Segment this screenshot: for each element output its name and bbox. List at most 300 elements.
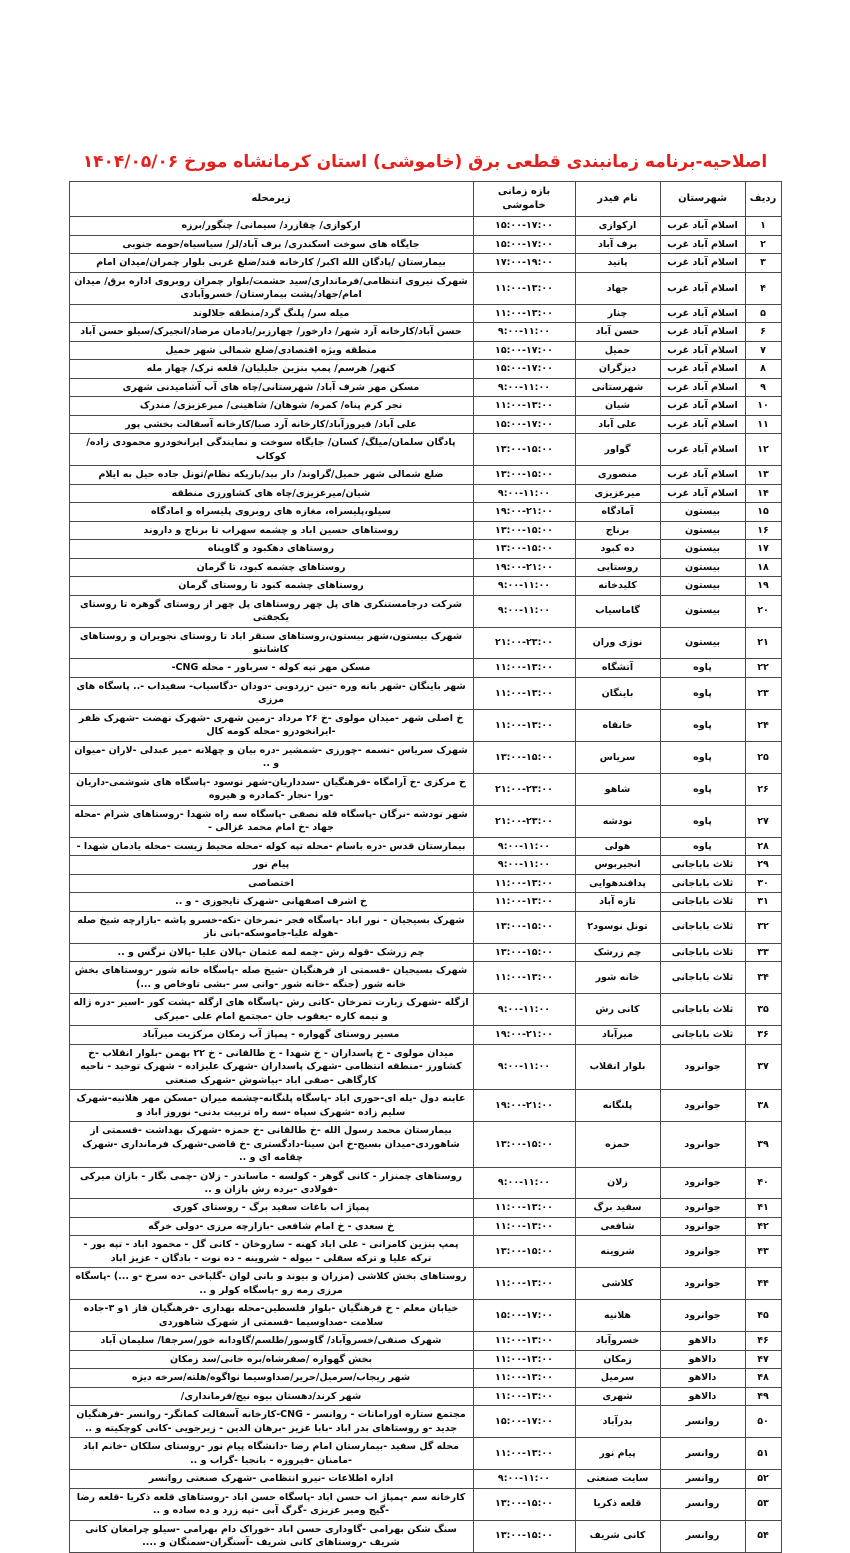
cell-time: ۱۱:۰۰-۱۳:۰۰	[473, 1369, 575, 1387]
cell-feeder: نوژی وران	[575, 627, 660, 659]
cell-county: روانسر	[660, 1438, 745, 1470]
cell-row: ۴۹	[745, 1387, 781, 1405]
cell-row: ۳۷	[745, 1044, 781, 1089]
cell-time: ۹:۰۰-۱۱:۰۰	[473, 378, 575, 396]
cell-time: ۹:۰۰-۱۱:۰۰	[473, 994, 575, 1026]
cell-row: ۳۸	[745, 1090, 781, 1122]
cell-area: چم زرشک -قوله رش -چمه لمه عثمان -پالان علیا -پالان نرگس و ..	[69, 943, 473, 961]
cell-feeder: پلنگانه	[575, 1090, 660, 1122]
table-row	[69, 1387, 781, 1405]
cell-area: جایگاه های سوخت اسکندری/ برف آباد/لر/ سیاسیاه/حومه جنوبی	[69, 235, 473, 253]
cell-area: روستاهای دهکبود و گاوپناه	[69, 540, 473, 558]
cell-area: شرکت درجامستنکری های پل چهر روستاهای پل چهر از روستای گوهره تا روستای یکجفتی	[69, 595, 473, 627]
cell-area: میدان مولوی - خ پاسداران - خ شهدا - خ طالقانی - خ ۲۲ بهمن -بلوار انقلاب -خ کشاورز -منطقه انتظامی -شهرک پاسداران -شهرک علیزاده - شهرک توحید - ناحیه کارگاهی -صفی اباد -بیاشوش -شهرک صنعتی	[69, 1044, 473, 1089]
cell-area: خ اصلی شهر -میدان مولوی -خ ۲۶ مرداد -زمین شهری -شهرک نهضت -شهرک ظفر -ایرانخودرو -محله کومه کال	[69, 709, 473, 741]
cell-time: ۱۳:۰۰-۱۵:۰۰	[473, 540, 575, 558]
cell-county: اسلام آباد غرب	[660, 378, 745, 396]
cell-county: اسلام آباد غرب	[660, 304, 745, 322]
table-row	[69, 1236, 781, 1268]
table-row	[69, 659, 781, 677]
cell-feeder: حمیل	[575, 341, 660, 359]
cell-county: پاوه	[660, 709, 745, 741]
header-county: شهرستان	[660, 182, 745, 217]
cell-county: پاوه	[660, 837, 745, 855]
cell-feeder: حمزه	[575, 1122, 660, 1167]
cell-time: ۱۳:۰۰-۱۵:۰۰	[473, 1488, 575, 1520]
cell-feeder: میرآباد	[575, 1026, 660, 1044]
cell-feeder: شهری	[575, 1387, 660, 1405]
cell-county: بیستون	[660, 595, 745, 627]
table-row	[69, 397, 781, 415]
cell-county: بیستون	[660, 627, 745, 659]
cell-area: شهرک بسیجیان - نور اباد -پاسگاه فجر -نمرخان -تکه-خسرو پاشه -بازارچه شیخ صله -هوله علیا-جاموسکه-بانی ناز	[69, 911, 473, 943]
cell-county: دالاهو	[660, 1387, 745, 1405]
cell-feeder: سایت صنعتی	[575, 1470, 660, 1488]
cell-area: شهرک سریاس -نسمه -چورزی -شمشیر -دره بیان و چهلانه -میر عبدلی -لاران -میوان و ..	[69, 741, 473, 773]
cell-area: خ مرکزی -خ آرامگاه -فرهنگیان -سدداریان-شهر نوسود -پاسگاه های شوشمی-داریان -ورا -نجار -کمادره و هیروه	[69, 773, 473, 805]
cell-county: اسلام آباد غرب	[660, 323, 745, 341]
cell-row: ۴۸	[745, 1369, 781, 1387]
cell-row: ۱۷	[745, 540, 781, 558]
cell-county: اسلام آباد غرب	[660, 397, 745, 415]
cell-area: خیابان معلم - خ فرهنگیان -بلوار فلسطین-محله بهداری -فرهنگیان فاز ۱و ۳-جاده سلامت -صداوسیما -قسمتی از شهرک شاهوردی	[69, 1300, 473, 1332]
cell-area: روستاهای چشمه کبود تا روستای گرمان	[69, 577, 473, 595]
cell-time: ۹:۰۰-۱۱:۰۰	[473, 1470, 575, 1488]
cell-time: ۱۱:۰۰-۱۳:۰۰	[473, 1350, 575, 1368]
cell-area: شهرک بسیجیان -قسمتی از فرهنگیان -شیخ صله -پاسگاه خانه شور -روستاهای بخش خانه شور (جنگه -خانه شور -وانی سر -بشی تاوخاص و ...)	[69, 962, 473, 994]
cell-feeder: پیام نور	[575, 1438, 660, 1470]
cell-row: ۲۴	[745, 709, 781, 741]
cell-county: بیستون	[660, 540, 745, 558]
table-row	[69, 484, 781, 502]
cell-area: پمپاژ اب باغات سفید برگ - روستای کوری	[69, 1199, 473, 1217]
cell-county: جوانرود	[660, 1236, 745, 1268]
cell-area: مسیر روستای گهواره - پمپاژ آب زمکان مرکزیت میرآباد	[69, 1026, 473, 1044]
cell-area: عاینه دول -یله ای-حوری اباد -پاسگاه پلنگانه-چشمه میران -مسکن مهر هلانیه-شهرک سلیم زاده -شهرک سپاه -سه راه تربیت بدنی- نوروز اباد و	[69, 1090, 473, 1122]
cell-area: روستاهای حسین اباد و چشمه سهراب تا برناج و داروند	[69, 521, 473, 539]
cell-county: جوانرود	[660, 1090, 745, 1122]
table-row	[69, 962, 781, 994]
cell-row: ۳۳	[745, 943, 781, 961]
cell-time: ۱۳:۰۰-۱۵:۰۰	[473, 943, 575, 961]
cell-area: ضلع شمالی شهر حمیل/گراوند/ دار بید/باریکه نظام/تونل جاده حیل به ایلام	[69, 466, 473, 484]
table-row	[69, 254, 781, 272]
cell-area: روستاهای بخش کلاشی (مزران و بیوند و بانی لوان -گلباخی -ده سرخ -و ...) -پاسگاه مرزی رمه رو -پاسگاه کولر و ..	[69, 1268, 473, 1300]
cell-row: ۹	[745, 378, 781, 396]
cell-feeder: خانقاه	[575, 709, 660, 741]
cell-feeder: ارکوازی	[575, 217, 660, 235]
cell-time: ۹:۰۰-۱۱:۰۰	[473, 577, 575, 595]
cell-area: سنگ شکن بهرامی -گاوداری حسن اباد -خوراک دام بهرامی -سیلو چرامغان کانی شریف -روستاهای کانی شریف -آسنگران-سمنگان و ....	[69, 1520, 473, 1552]
cell-feeder: دیزگران	[575, 360, 660, 378]
cell-county: روانسر	[660, 1520, 745, 1552]
cell-time: ۱۱:۰۰-۱۳:۰۰	[473, 1199, 575, 1217]
table-row	[69, 235, 781, 253]
cell-county: ثلاث باباجانی	[660, 893, 745, 911]
table-row	[69, 1044, 781, 1089]
cell-area: سیلو،پلیسراه، مغازه های روبروی پلیسراه و امادگاه	[69, 503, 473, 521]
cell-row: ۱	[745, 217, 781, 235]
table-row	[69, 558, 781, 576]
cell-area: روستاهای چشمه کبود، تا گرمان	[69, 558, 473, 576]
cell-county: ثلاث باباجانی	[660, 874, 745, 892]
cell-county: اسلام آباد غرب	[660, 466, 745, 484]
cell-area: شهرک بیستون،شهر بیستون،روستاهای سنقر اباد تا روستای نجویران و روستاهای کاشانتو	[69, 627, 473, 659]
cell-row: ۵	[745, 304, 781, 322]
cell-feeder: ده کبود	[575, 540, 660, 558]
cell-time: ۱۱:۰۰-۱۳:۰۰	[473, 1217, 575, 1235]
cell-feeder: قلعه ذکریا	[575, 1488, 660, 1520]
cell-time: ۱۱:۰۰-۱۳:۰۰	[473, 962, 575, 994]
cell-time: ۱۳:۰۰-۱۵:۰۰	[473, 911, 575, 943]
cell-time: ۹:۰۰-۱۱:۰۰	[473, 837, 575, 855]
cell-county: بیستون	[660, 503, 745, 521]
cell-row: ۱۵	[745, 503, 781, 521]
cell-county: ثلاث باباجانی	[660, 962, 745, 994]
cell-feeder: کانی شریف	[575, 1520, 660, 1552]
cell-time: ۹:۰۰-۱۱:۰۰	[473, 484, 575, 502]
cell-row: ۵۳	[745, 1488, 781, 1520]
cell-area: ازگله -شهرک زیارت تمرخان -کانی رش -پاسگاه های ازگله -پشت کور -اسیر -دره ژاله و نیمه کاره -یعقوب جان -مجتمع امام علی -میرکی	[69, 994, 473, 1026]
cell-area: مسکن مهر شرف آباد/ شهرستانی/چاه های آب آشامیدنی شهری	[69, 378, 473, 396]
header-outage-time: بازه زمانی خاموشی	[473, 182, 575, 217]
header-row-number: ردیف	[745, 182, 781, 217]
table-row	[69, 1217, 781, 1235]
cell-feeder: گاماسیاب	[575, 595, 660, 627]
cell-row: ۵۱	[745, 1438, 781, 1470]
cell-feeder: تونل نوسود۲	[575, 911, 660, 943]
cell-time: ۱۵:۰۰-۱۷:۰۰	[473, 1300, 575, 1332]
table-row	[69, 773, 781, 805]
cell-feeder: برف آباد	[575, 235, 660, 253]
cell-row: ۲	[745, 235, 781, 253]
cell-row: ۱۰	[745, 397, 781, 415]
cell-area: شهرک نیروی انتظامی/فرمانداری/سید حشمت/بلوار چمران روبروی اداره برق/ میدان امام/جهاد/پشت بیمارستان/ خسروآبادی	[69, 272, 473, 304]
cell-time: ۱۹:۰۰-۲۱:۰۰	[473, 1090, 575, 1122]
cell-row: ۳۱	[745, 893, 781, 911]
cell-row: ۱۶	[745, 521, 781, 539]
cell-feeder: میرعزیزی	[575, 484, 660, 502]
cell-row: ۷	[745, 341, 781, 359]
cell-row: ۳۲	[745, 911, 781, 943]
table-row	[69, 874, 781, 892]
cell-time: ۱۱:۰۰-۱۳:۰۰	[473, 397, 575, 415]
cell-area: شهر نودشه -نرگان -پاسگاه قله نصفی -پاسگاه سه راه شهدا -روستاهای شرام -محله جهاد -خ امام محمد غزالی -	[69, 805, 473, 837]
cell-time: ۱۳:۰۰-۱۵:۰۰	[473, 1236, 575, 1268]
cell-feeder: شهرستانی	[575, 378, 660, 396]
cell-row: ۱۸	[745, 558, 781, 576]
cell-feeder: چنار	[575, 304, 660, 322]
table-row	[69, 1350, 781, 1368]
cell-row: ۲۸	[745, 837, 781, 855]
table-row	[69, 341, 781, 359]
cell-feeder: بدرآباد	[575, 1406, 660, 1438]
cell-county: پاوه	[660, 773, 745, 805]
cell-row: ۶	[745, 323, 781, 341]
cell-time: ۱۱:۰۰-۱۳:۰۰	[473, 893, 575, 911]
table-row	[69, 521, 781, 539]
cell-county: جوانرود	[660, 1199, 745, 1217]
cell-time: ۱۱:۰۰-۱۳:۰۰	[473, 1438, 575, 1470]
cell-row: ۸	[745, 360, 781, 378]
cell-area: حسن آباد/کارخانه آرد شهر/ دارخور/ چهارزبر/یادمان مرصاد/انجیرک/سیلو حسن آباد	[69, 323, 473, 341]
cell-county: ثلاث باباجانی	[660, 943, 745, 961]
cell-feeder: روستایی	[575, 558, 660, 576]
cell-county: ثلاث باباجانی	[660, 911, 745, 943]
cell-feeder: انجیربوس	[575, 856, 660, 874]
cell-feeder: آتشگاه	[575, 659, 660, 677]
cell-area: منطقه ویژه اقتصادی/ضلع شمالی شهر حمیل	[69, 341, 473, 359]
cell-feeder: خانه شور	[575, 962, 660, 994]
cell-feeder: شیان	[575, 397, 660, 415]
table-row	[69, 577, 781, 595]
cell-row: ۵۰	[745, 1406, 781, 1438]
cell-feeder: پانید	[575, 254, 660, 272]
table-row	[69, 415, 781, 433]
cell-feeder: سفید برگ	[575, 1199, 660, 1217]
cell-county: ثلاث باباجانی	[660, 1026, 745, 1044]
table-row	[69, 627, 781, 659]
cell-county: اسلام آباد غرب	[660, 235, 745, 253]
table-row	[69, 994, 781, 1026]
cell-feeder: خسروآباد	[575, 1332, 660, 1350]
cell-county: اسلام آباد غرب	[660, 434, 745, 466]
cell-time: ۱۱:۰۰-۱۳:۰۰	[473, 1332, 575, 1350]
table-row	[69, 1300, 781, 1332]
cell-time: ۱۹:۰۰-۲۱:۰۰	[473, 558, 575, 576]
cell-time: ۹:۰۰-۱۱:۰۰	[473, 1044, 575, 1089]
table-row	[69, 943, 781, 961]
table-row	[69, 272, 781, 304]
cell-area: محله گل سفید -بیمارستان امام رضا -دانشگاه پیام نور -روستای سلکان -خانم اباد -مامنان -فیروزه - بانجیا -گراب و ..	[69, 1438, 473, 1470]
table-row	[69, 837, 781, 855]
cell-feeder: هولی	[575, 837, 660, 855]
cell-row: ۲۰	[745, 595, 781, 627]
cell-area: ارکوازی/ چقازرد/ سیمانی/ چنگور/برزه	[69, 217, 473, 235]
cell-time: ۱۳:۰۰-۱۵:۰۰	[473, 741, 575, 773]
table-row	[69, 1026, 781, 1044]
cell-feeder: زلان	[575, 1167, 660, 1199]
cell-area: شهر باینگان -شهر بانه وره -تین -زردویی -دودان -دگاسیاب- سفیداب -.. پاسگاه های مرزی	[69, 677, 473, 709]
table-row	[69, 893, 781, 911]
cell-area: مجتمع ستاره اورامانات - روانسر - CNG-کارخانه آسفالت کمانگر- روانسر -فرهنگیان جدید -و روستاهای بدر اباد -بابا عزیز -برهان الدین - زیرجویی -کانی کوچکیته و ..	[69, 1406, 473, 1438]
cell-time: ۱۱:۰۰-۱۳:۰۰	[473, 659, 575, 677]
cell-row: ۴۱	[745, 1199, 781, 1217]
cell-feeder: برناج	[575, 521, 660, 539]
cell-row: ۳	[745, 254, 781, 272]
table-row	[69, 1167, 781, 1199]
cell-row: ۱۳	[745, 466, 781, 484]
cell-area: کارخانه سم -پمپاژ اب حسن اباد -پاسگاه حسن اباد -روستاهای قلعه ذکریا -قلعه رضا -گیج ومیر عزیزی -گرگ آبی -تپه زرد و ده ساده و ..	[69, 1488, 473, 1520]
cell-row: ۴۴	[745, 1268, 781, 1300]
cell-county: ثلاث باباجانی	[660, 994, 745, 1026]
table-row	[69, 805, 781, 837]
cell-time: ۱۵:۰۰-۱۷:۰۰	[473, 235, 575, 253]
cell-row: ۳۹	[745, 1122, 781, 1167]
cell-county: اسلام آباد غرب	[660, 254, 745, 272]
cell-area: نجر کرم پناه/ کمره/ شوهان/ شاهینی/ میرعزیزی/ مندرک	[69, 397, 473, 415]
cell-county: بیستون	[660, 521, 745, 539]
header-sub-neighborhood: زیرمحله	[69, 182, 473, 217]
cell-time: ۱۱:۰۰-۱۳:۰۰	[473, 709, 575, 741]
table-row	[69, 1369, 781, 1387]
table-row	[69, 434, 781, 466]
table-row	[69, 503, 781, 521]
table-row	[69, 709, 781, 741]
cell-time: ۱۳:۰۰-۱۵:۰۰	[473, 1122, 575, 1167]
cell-feeder: نودشه	[575, 805, 660, 837]
cell-county: جوانرود	[660, 1300, 745, 1332]
cell-row: ۳۰	[745, 874, 781, 892]
cell-row: ۲۱	[745, 627, 781, 659]
cell-row: ۵۲	[745, 1470, 781, 1488]
cell-county: پاوه	[660, 677, 745, 709]
table-row	[69, 856, 781, 874]
cell-row: ۴۳	[745, 1236, 781, 1268]
cell-row: ۲۹	[745, 856, 781, 874]
table-row	[69, 677, 781, 709]
table-body	[69, 217, 781, 1552]
cell-row: ۱۹	[745, 577, 781, 595]
cell-feeder: شروینه	[575, 1236, 660, 1268]
cell-county: پاوه	[660, 659, 745, 677]
cell-feeder: چم زرشک	[575, 943, 660, 961]
cell-area: روستاهای چمنزار - کانی گوهر - کولسه - ماساندر - زلان -چمی بگار - بازان میرکی -فولادی -برده رش بازان و ..	[69, 1167, 473, 1199]
cell-time: ۱۱:۰۰-۱۳:۰۰	[473, 874, 575, 892]
cell-time: ۱۳:۰۰-۱۵:۰۰	[473, 1520, 575, 1552]
table-row	[69, 466, 781, 484]
cell-row: ۲۶	[745, 773, 781, 805]
cell-area: پادگان سلمان/میلگ/ کسان/ جایگاه سوخت و نمایندگی ایرانخودرو محمودی زاده/کوکاب	[69, 434, 473, 466]
cell-county: اسلام آباد غرب	[660, 484, 745, 502]
cell-county: پاوه	[660, 805, 745, 837]
cell-county: جوانرود	[660, 1044, 745, 1089]
cell-feeder: پدافندهوایی	[575, 874, 660, 892]
cell-county: اسلام آباد غرب	[660, 415, 745, 433]
cell-row: ۴	[745, 272, 781, 304]
cell-area: مسکن مهر تپه کوله - سرباور - محله CNG-	[69, 659, 473, 677]
header-feeder: نام فیدر	[575, 182, 660, 217]
cell-time: ۱۱:۰۰-۱۳:۰۰	[473, 272, 575, 304]
cell-area: اختصاصی	[69, 874, 473, 892]
cell-area: خ اشرف اصفهانی -شهرک تایجوزی - و ..	[69, 893, 473, 911]
cell-county: اسلام آباد غرب	[660, 341, 745, 359]
table-row	[69, 1332, 781, 1350]
cell-row: ۲۵	[745, 741, 781, 773]
header-row	[69, 182, 781, 217]
cell-feeder: حسن آباد	[575, 323, 660, 341]
table-row	[69, 1122, 781, 1167]
cell-county: جوانرود	[660, 1122, 745, 1167]
cell-area: پمپ بنزین کامرانی - علی اباد کهنه - ساروخان - کانی گل - محمود اباد - تپه بور - ترکه علیا و ترکه سفلی - بیوله - شروینه - ده نوت - بادگان - عزیز اباد	[69, 1236, 473, 1268]
cell-time: ۲۱:۰۰-۲۳:۰۰	[473, 805, 575, 837]
cell-area: پیام نور	[69, 856, 473, 874]
cell-feeder: آمادگاه	[575, 503, 660, 521]
cell-time: ۹:۰۰-۱۱:۰۰	[473, 1167, 575, 1199]
table-row	[69, 1470, 781, 1488]
cell-feeder: شاهو	[575, 773, 660, 805]
cell-feeder: سرمیل	[575, 1369, 660, 1387]
cell-feeder: بلوار انقلاب	[575, 1044, 660, 1089]
table-row	[69, 360, 781, 378]
cell-row: ۲۳	[745, 677, 781, 709]
table-row	[69, 304, 781, 322]
table-row	[69, 1438, 781, 1470]
cell-time: ۲۱:۰۰-۲۳:۰۰	[473, 627, 575, 659]
cell-time: ۱۵:۰۰-۱۷:۰۰	[473, 341, 575, 359]
table-row	[69, 323, 781, 341]
cell-area: کنهر/ هرسم/ پمپ بنزین جلیلیان/ قلعه ترک/ چهار مله	[69, 360, 473, 378]
cell-county: جوانرود	[660, 1167, 745, 1199]
cell-county: روانسر	[660, 1406, 745, 1438]
cell-feeder: کلیدخانه	[575, 577, 660, 595]
cell-feeder: زمکان	[575, 1350, 660, 1368]
table-row	[69, 741, 781, 773]
cell-row: ۱۴	[745, 484, 781, 502]
cell-row: ۳۵	[745, 994, 781, 1026]
cell-county: اسلام آباد غرب	[660, 272, 745, 304]
table-row	[69, 217, 781, 235]
cell-area: خ سعدی - خ امام شافعی -بازارچه مرزی -دولی خرگه	[69, 1217, 473, 1235]
cell-time: ۱۵:۰۰-۱۷:۰۰	[473, 360, 575, 378]
table-row	[69, 1406, 781, 1438]
cell-row: ۱۲	[745, 434, 781, 466]
cell-county: اسلام آباد غرب	[660, 217, 745, 235]
cell-time: ۱۵:۰۰-۱۷:۰۰	[473, 1406, 575, 1438]
cell-county: بیستون	[660, 558, 745, 576]
cell-feeder: شافعی	[575, 1217, 660, 1235]
table-row	[69, 1520, 781, 1552]
cell-time: ۲۱:۰۰-۲۳:۰۰	[473, 773, 575, 805]
cell-row: ۳۶	[745, 1026, 781, 1044]
cell-time: ۱۷:۰۰-۱۹:۰۰	[473, 254, 575, 272]
cell-row: ۴۷	[745, 1350, 781, 1368]
cell-row: ۴۲	[745, 1217, 781, 1235]
table-row	[69, 1199, 781, 1217]
cell-area: بیمارستان قدس -دره باسام -محله تپه کوله -محله محیط زیست -محله یادمان شهدا -	[69, 837, 473, 855]
cell-row: ۳۴	[745, 962, 781, 994]
cell-county: بیستون	[660, 577, 745, 595]
cell-time: ۱۳:۰۰-۱۵:۰۰	[473, 466, 575, 484]
cell-time: ۹:۰۰-۱۱:۰۰	[473, 323, 575, 341]
cell-time: ۹:۰۰-۱۱:۰۰	[473, 856, 575, 874]
table-row	[69, 595, 781, 627]
cell-row: ۲۷	[745, 805, 781, 837]
cell-row: ۵۴	[745, 1520, 781, 1552]
cell-feeder: هلانیه	[575, 1300, 660, 1332]
cell-feeder: کلاشی	[575, 1268, 660, 1300]
cell-county: روانسر	[660, 1470, 745, 1488]
table-row	[69, 1268, 781, 1300]
cell-county: اسلام آباد غرب	[660, 360, 745, 378]
cell-row: ۴۶	[745, 1332, 781, 1350]
cell-row: ۴۵	[745, 1300, 781, 1332]
cell-feeder: سریاس	[575, 741, 660, 773]
cell-time: ۱۱:۰۰-۱۳:۰۰	[473, 1268, 575, 1300]
cell-area: بیمارستان محمد رسول الله -خ طالقانی -خ حمزه -شهرک بهداشت -قسمتی از شاهوردی-میدان بسیج-خ ابن سینا-دادگستری -خ قاضی-شهرک فرمانداری -شهرک چقامه ای و ..	[69, 1122, 473, 1167]
table-row	[69, 378, 781, 396]
cell-feeder: جهاد	[575, 272, 660, 304]
cell-area: شهر ریجاب/سرمیل/حریر/صداوسیما نواگوه/هلته/سرخه دیزه	[69, 1369, 473, 1387]
cell-row: ۴۰	[745, 1167, 781, 1199]
cell-area: بیمارستان /پادگان الله اکبر/ کارخانه قند/ضلع غربی بلوار چمران/میدان امام	[69, 254, 473, 272]
cell-feeder: علی آباد	[575, 415, 660, 433]
cell-row: ۱۱	[745, 415, 781, 433]
cell-feeder: کانی رش	[575, 994, 660, 1026]
cell-county: پاوه	[660, 741, 745, 773]
table-row	[69, 540, 781, 558]
cell-time: ۹:۰۰-۱۱:۰۰	[473, 595, 575, 627]
